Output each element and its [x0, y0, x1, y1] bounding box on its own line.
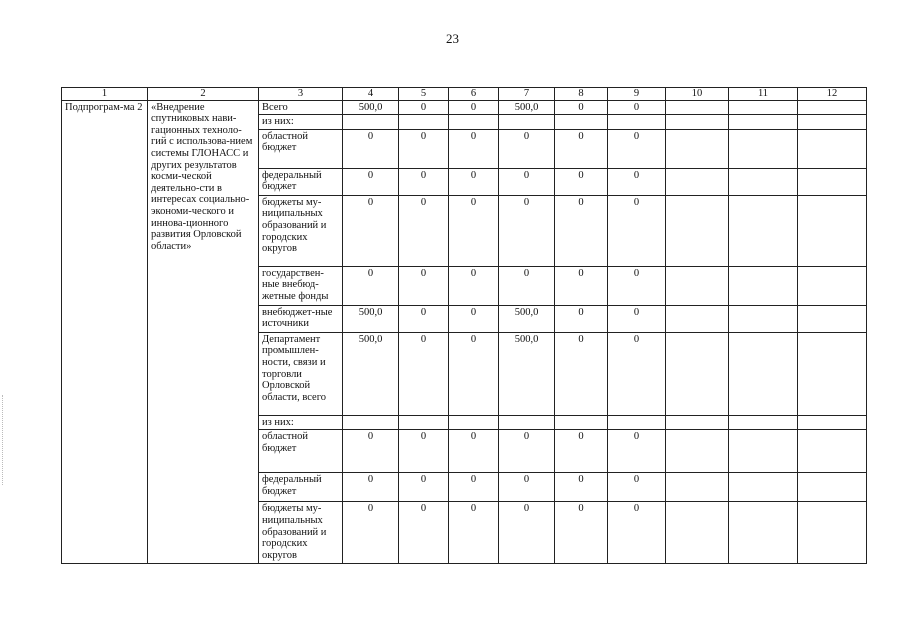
- header-cell: 7: [499, 88, 555, 101]
- value-cell: 0: [555, 332, 608, 415]
- value-cell: 0: [499, 129, 555, 168]
- value-cell: 0: [608, 332, 666, 415]
- empty-cell: [666, 305, 729, 332]
- value-cell: 0: [343, 502, 399, 564]
- empty-cell: [666, 332, 729, 415]
- value-cell: 0: [555, 168, 608, 195]
- value-cell: [608, 415, 666, 430]
- value-cell: 0: [449, 305, 499, 332]
- value-cell: 0: [499, 502, 555, 564]
- empty-cell: [729, 100, 798, 115]
- empty-cell: [729, 168, 798, 195]
- header-cell: 8: [555, 88, 608, 101]
- header-cell: 5: [399, 88, 449, 101]
- value-cell: 500,0: [499, 332, 555, 415]
- empty-cell: [729, 129, 798, 168]
- funding-source-cell: из них:: [259, 115, 343, 130]
- empty-cell: [729, 502, 798, 564]
- value-cell: 0: [343, 129, 399, 168]
- value-cell: [608, 115, 666, 130]
- value-cell: [499, 415, 555, 430]
- value-cell: 0: [399, 195, 449, 266]
- value-cell: 0: [399, 266, 449, 305]
- empty-cell: [798, 168, 867, 195]
- funding-source-cell: Всего: [259, 100, 343, 115]
- value-cell: 0: [499, 168, 555, 195]
- header-row: [62, 88, 867, 101]
- value-cell: [555, 115, 608, 130]
- value-cell: 0: [343, 430, 399, 473]
- value-cell: 0: [608, 195, 666, 266]
- value-cell: 0: [449, 168, 499, 195]
- empty-cell: [798, 195, 867, 266]
- budget-table: [61, 87, 867, 564]
- value-cell: 0: [449, 129, 499, 168]
- funding-source-cell: государствен-ные внебюд-жетные фонды: [259, 266, 343, 305]
- empty-cell: [666, 168, 729, 195]
- value-cell: 500,0: [499, 305, 555, 332]
- value-cell: 0: [399, 502, 449, 564]
- empty-cell: [729, 195, 798, 266]
- value-cell: 0: [343, 473, 399, 502]
- scan-margin-marks: [2, 395, 6, 485]
- empty-cell: [666, 266, 729, 305]
- value-cell: [555, 415, 608, 430]
- value-cell: 0: [399, 473, 449, 502]
- value-cell: 500,0: [343, 305, 399, 332]
- value-cell: 0: [608, 430, 666, 473]
- empty-cell: [666, 415, 729, 430]
- value-cell: 0: [343, 266, 399, 305]
- value-cell: 0: [555, 305, 608, 332]
- value-cell: [399, 115, 449, 130]
- empty-cell: [729, 332, 798, 415]
- header-cell: 11: [729, 88, 798, 101]
- funding-source-cell: бюджеты му-ниципальных образований и городских округов: [259, 502, 343, 564]
- empty-cell: [729, 473, 798, 502]
- value-cell: 0: [449, 502, 499, 564]
- empty-cell: [729, 115, 798, 130]
- value-cell: 0: [608, 266, 666, 305]
- value-cell: 0: [555, 430, 608, 473]
- empty-cell: [729, 415, 798, 430]
- header-cell: 4: [343, 88, 399, 101]
- empty-cell: [798, 266, 867, 305]
- value-cell: 0: [555, 129, 608, 168]
- value-cell: 0: [449, 266, 499, 305]
- empty-cell: [666, 129, 729, 168]
- empty-cell: [798, 100, 867, 115]
- empty-cell: [798, 115, 867, 130]
- value-cell: 0: [499, 430, 555, 473]
- value-cell: 0: [449, 430, 499, 473]
- empty-cell: [798, 415, 867, 430]
- value-cell: 0: [608, 100, 666, 115]
- subprogram-title-cell: «Внедрение спутниковых нави-гационных техноло-гий с использова-нием системы ГЛОНАСС и других результатов косми-ческой деятельно-сти в интересах социально-экономи-ческого и иннова-ционного развития Орловской области»: [148, 100, 259, 564]
- funding-source-cell: Департамент промышлен-ности, связи и торговли Орловской области, всего: [259, 332, 343, 415]
- value-cell: 0: [399, 168, 449, 195]
- funding-source-cell: федеральный бюджет: [259, 168, 343, 195]
- page-number: 23: [446, 31, 459, 46]
- empty-cell: [798, 473, 867, 502]
- value-cell: 0: [449, 195, 499, 266]
- value-cell: 0: [499, 473, 555, 502]
- value-cell: 0: [608, 129, 666, 168]
- header-cell: 9: [608, 88, 666, 101]
- value-cell: 0: [608, 502, 666, 564]
- empty-cell: [666, 100, 729, 115]
- subprogram-cell: Подпрограм-ма 2: [62, 100, 148, 564]
- value-cell: 0: [399, 332, 449, 415]
- empty-cell: [729, 305, 798, 332]
- value-cell: 0: [608, 168, 666, 195]
- funding-source-cell: бюджеты му-ниципальных образований и городских округов: [259, 195, 343, 266]
- empty-cell: [729, 430, 798, 473]
- value-cell: 0: [449, 332, 499, 415]
- value-cell: 0: [555, 266, 608, 305]
- header-cell: 6: [449, 88, 499, 101]
- empty-cell: [798, 502, 867, 564]
- value-cell: 0: [343, 168, 399, 195]
- empty-cell: [798, 305, 867, 332]
- value-cell: 500,0: [343, 100, 399, 115]
- value-cell: 0: [555, 195, 608, 266]
- value-cell: 0: [499, 266, 555, 305]
- value-cell: 500,0: [499, 100, 555, 115]
- empty-cell: [798, 332, 867, 415]
- value-cell: 0: [555, 502, 608, 564]
- value-cell: 0: [399, 100, 449, 115]
- funding-source-cell: федеральный бюджет: [259, 473, 343, 502]
- header-cell: 3: [259, 88, 343, 101]
- value-cell: 0: [343, 195, 399, 266]
- empty-cell: [798, 129, 867, 168]
- value-cell: 0: [608, 473, 666, 502]
- value-cell: [399, 415, 449, 430]
- empty-cell: [666, 115, 729, 130]
- table-row: [62, 100, 867, 115]
- value-cell: 0: [555, 473, 608, 502]
- value-cell: 0: [608, 305, 666, 332]
- funding-source-cell: областной бюджет: [259, 430, 343, 473]
- value-cell: 0: [399, 129, 449, 168]
- empty-cell: [666, 430, 729, 473]
- value-cell: [343, 415, 399, 430]
- header-cell: 1: [62, 88, 148, 101]
- empty-cell: [666, 502, 729, 564]
- header-cell: 2: [148, 88, 259, 101]
- value-cell: [449, 115, 499, 130]
- value-cell: [499, 115, 555, 130]
- value-cell: 0: [399, 430, 449, 473]
- value-cell: 0: [399, 305, 449, 332]
- funding-source-cell: из них:: [259, 415, 343, 430]
- empty-cell: [798, 430, 867, 473]
- funding-source-cell: областной бюджет: [259, 129, 343, 168]
- empty-cell: [666, 195, 729, 266]
- value-cell: 0: [449, 100, 499, 115]
- value-cell: [343, 115, 399, 130]
- value-cell: 0: [499, 195, 555, 266]
- header-cell: 12: [798, 88, 867, 101]
- value-cell: 0: [449, 473, 499, 502]
- value-cell: [449, 415, 499, 430]
- value-cell: 0: [555, 100, 608, 115]
- header-cell: 10: [666, 88, 729, 101]
- funding-source-cell: внебюджет-ные источники: [259, 305, 343, 332]
- value-cell: 500,0: [343, 332, 399, 415]
- empty-cell: [729, 266, 798, 305]
- empty-cell: [666, 473, 729, 502]
